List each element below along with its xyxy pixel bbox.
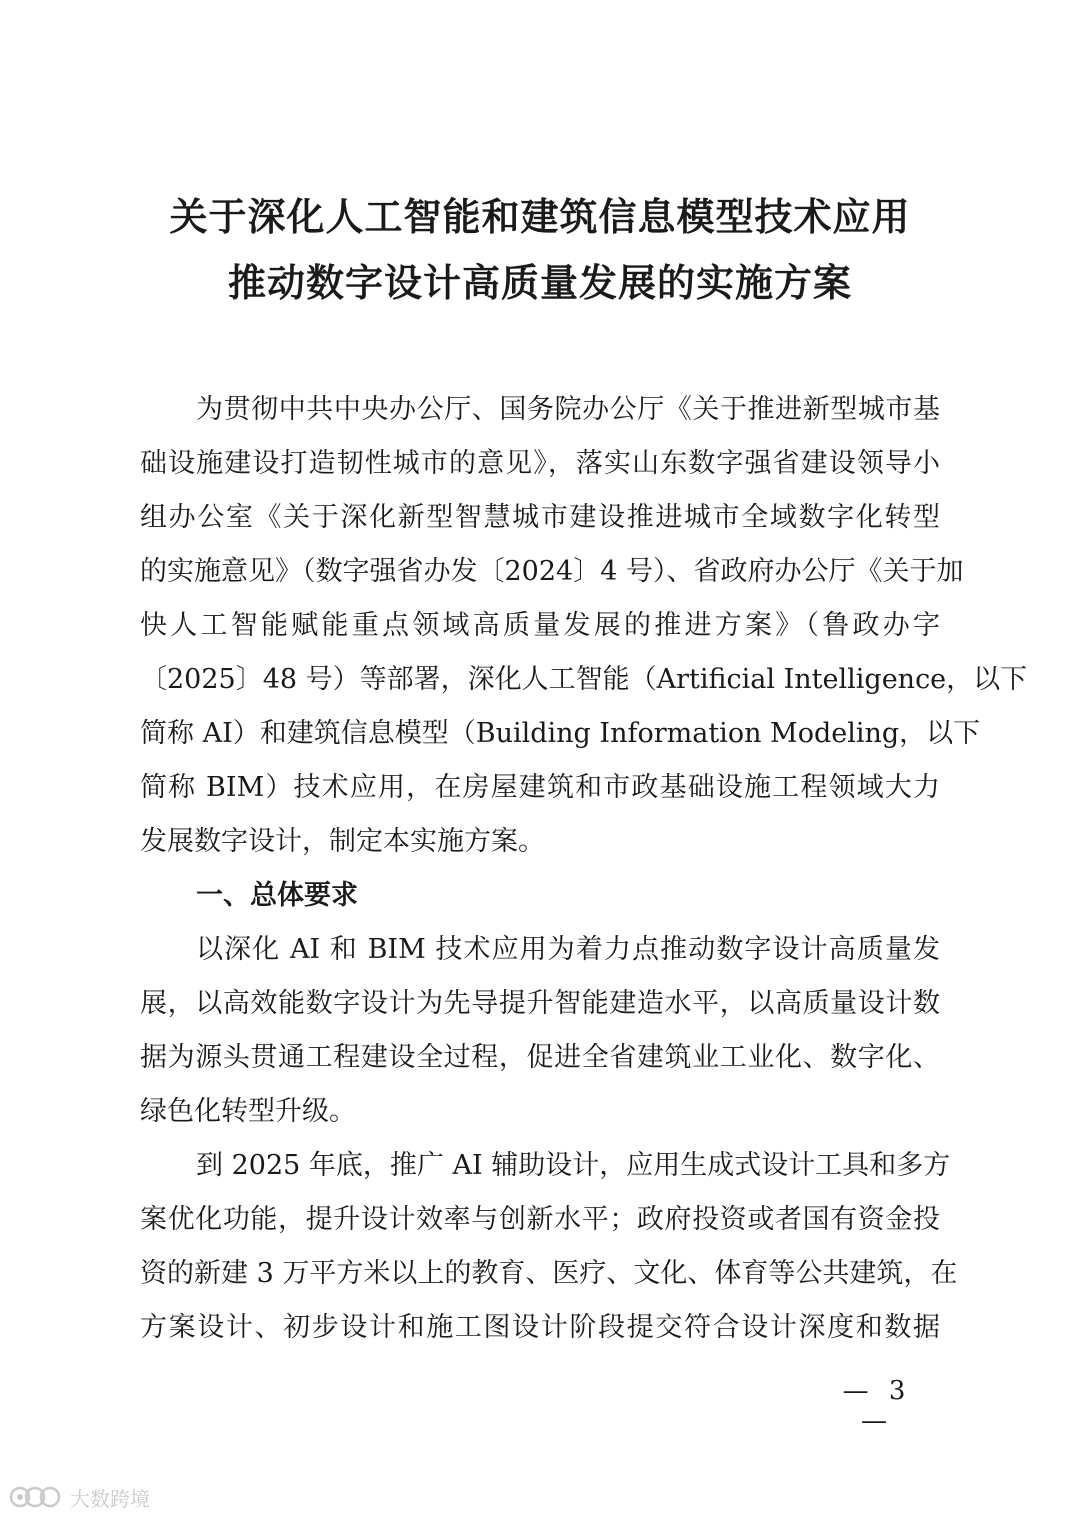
paragraph-line: 简称 AI）和建筑信息模型（Building Information Modeling，以下 bbox=[140, 718, 981, 749]
paragraph-overall-requirements bbox=[140, 923, 940, 1139]
paragraph-line: 的实施意见》（数字强省办发〔2024〕4 号）、省政府办公厅《关于加 bbox=[140, 556, 964, 587]
watermark-text: 大数跨境 bbox=[70, 1486, 150, 1511]
paragraph-line: 为贯彻中共中央办公厅、国务院办公厅《关于推进新型城市基 bbox=[196, 394, 940, 425]
paragraph-line: 简称 BIM）技术应用，在房屋建筑和市政基础设施工程领域大力 bbox=[140, 772, 940, 803]
paragraph-line: 组办公室《关于深化新型智慧城市建设推进城市全域数字化转型 bbox=[140, 502, 940, 533]
paragraph-line: 展，以高效能数字设计为先导提升智能建造水平，以高质量设计数 bbox=[140, 988, 940, 1019]
document-title-line-2: 推动数字设计高质量发展的实施方案 bbox=[227, 261, 852, 305]
paragraph-2025-target bbox=[140, 1139, 958, 1355]
paragraph-line: 案优化功能，提升设计效率与创新水平；政府投资或者国有资金投 bbox=[140, 1204, 940, 1235]
paragraph-line: 方案设计、初步设计和施工图设计阶段提交符合设计深度和数据 bbox=[140, 1312, 940, 1343]
section-heading-block bbox=[140, 869, 940, 923]
paragraph-line: 绿色化转型升级。 bbox=[140, 1096, 356, 1127]
paragraph-line: 〔2025〕48 号）等部署，深化人工智能（Artificial Intelligence，以下 bbox=[140, 664, 1028, 695]
watermark-logo-icon bbox=[8, 1482, 64, 1512]
paragraph-line: 据为源头贯通工程建设全过程，促进全省建筑业工业化、数字化、 bbox=[140, 1042, 940, 1073]
page-number: — 3 — bbox=[842, 1376, 912, 1436]
paragraph-line: 础设施建设打造韧性城市的意见》，落实山东数字强省建设领导小 bbox=[140, 448, 940, 479]
paragraph-line: 以深化 AI 和 BIM 技术应用为着力点推动数字设计高质量发 bbox=[196, 934, 940, 965]
paragraph-line: 到 2025 年底，推广 AI 辅助设计，应用生成式设计工具和多方 bbox=[196, 1150, 951, 1181]
document-title-line-1: 关于深化人工智能和建筑信息模型技术应用 bbox=[169, 195, 911, 239]
paragraph-preamble bbox=[140, 383, 1028, 869]
section-heading: 一、总体要求 bbox=[196, 880, 358, 911]
paragraph-line: 发展数字设计，制定本实施方案。 bbox=[140, 826, 545, 857]
paragraph-line: 资的新建 3 万平方米以上的教育、医疗、文化、体育等公共建筑，在 bbox=[140, 1258, 958, 1289]
paragraph-line: 快人工智能赋能重点领域高质量发展的推进方案》（鲁政办字 bbox=[140, 610, 940, 641]
watermark bbox=[8, 1482, 150, 1512]
